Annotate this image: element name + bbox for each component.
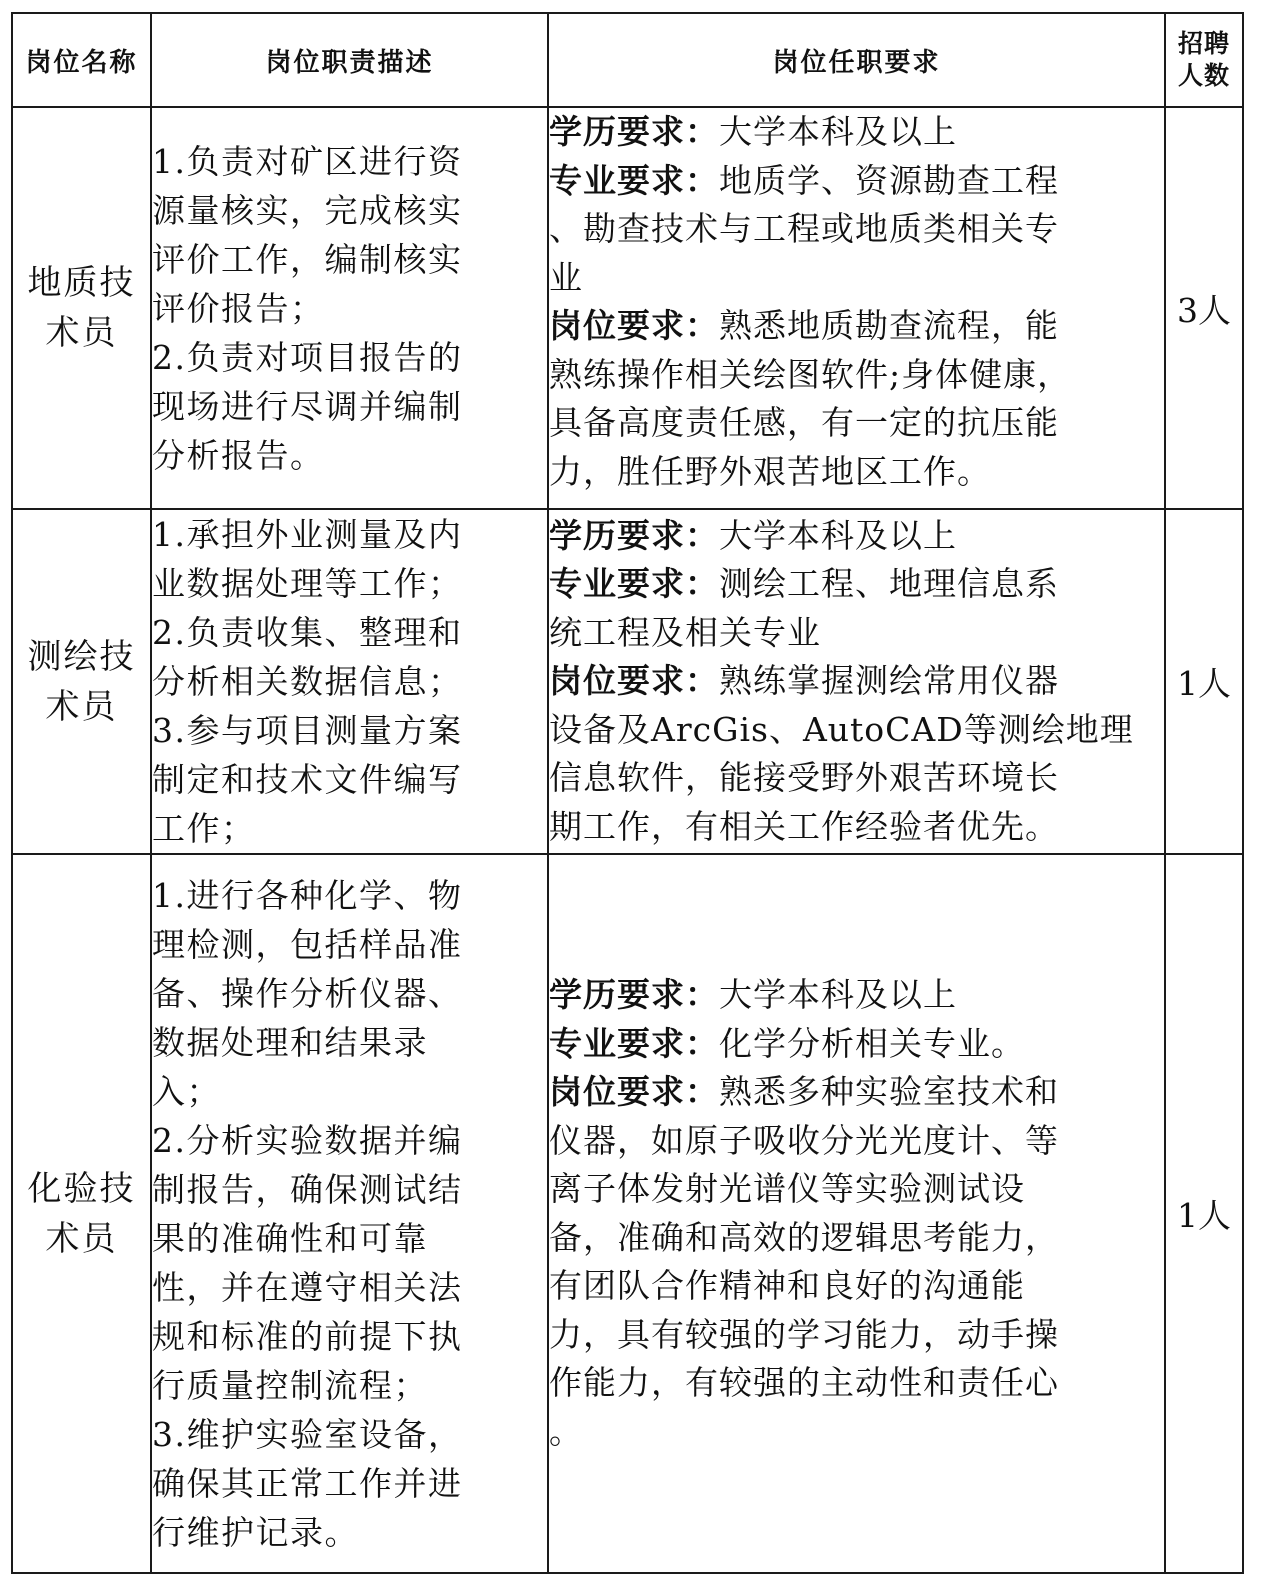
- duty-line: 2.负责收集、整理和: [152, 613, 463, 652]
- headcount: 3人: [1165, 107, 1243, 509]
- edu-requirement: [549, 971, 1164, 1020]
- major-text: 地质学、资源勘查工程: [719, 160, 1059, 200]
- post-requirement: [549, 302, 1164, 351]
- duty-line: 2.负责对项目报告的: [152, 337, 463, 377]
- table-row: [12, 854, 1243, 1573]
- major-text: 测绘工程、地理信息系: [719, 564, 1059, 604]
- header-row: [12, 13, 1243, 107]
- duty-line: 源量核实，完成核实: [152, 190, 463, 230]
- position-name-line: 术员: [45, 686, 118, 727]
- requirements-cell: [548, 854, 1165, 1573]
- duty-line: 分析报告。: [152, 435, 325, 475]
- major-text: 化学分析相关专业。: [719, 1023, 1025, 1063]
- major-requirement: [549, 157, 1164, 206]
- duty-line: 数据处理和结果录: [152, 1022, 428, 1062]
- post-label: 岗位要求：: [549, 306, 719, 345]
- edu-text: 大学本科及以上: [719, 515, 957, 555]
- major-requirement: [549, 1020, 1164, 1069]
- position-name-line: 术员: [45, 313, 118, 353]
- req-line: 仪器，如原子吸收分光光度计、等: [549, 1120, 1059, 1160]
- req-line: 期工作，有相关工作经验者优先。: [549, 806, 1059, 846]
- major-label: 专业要求：: [549, 160, 719, 200]
- post-label: 岗位要求：: [549, 661, 719, 701]
- edu-text: 大学本科及以上: [719, 975, 957, 1014]
- header-count-line1: 招聘: [1177, 29, 1230, 58]
- duties-cell: [151, 854, 548, 1573]
- duties-cell: [151, 509, 548, 854]
- duty-line: 3.维护实验室设备，: [152, 1414, 463, 1454]
- post-text: 熟悉多种实验室技术和: [719, 1072, 1059, 1111]
- req-line: 熟练操作相关绘图软件;身体健康，: [549, 354, 1072, 394]
- duties-cell: [151, 107, 548, 509]
- recruitment-table: [11, 12, 1244, 1574]
- req-line: 、勘查技术与工程或地质类相关专: [549, 209, 1059, 248]
- duty-line: 1.进行各种化学、物: [152, 875, 463, 915]
- duty-line: 3.参与项目测量方案: [152, 711, 463, 750]
- position-name: [12, 107, 151, 509]
- edu-requirement: [549, 108, 1164, 157]
- major-requirement: [549, 560, 1164, 609]
- edu-text: 大学本科及以上: [719, 112, 957, 151]
- duty-line: 制报告，确保测试结: [152, 1169, 463, 1209]
- req-line: 力，具有较强的学习能力，动手操: [549, 1314, 1059, 1354]
- duty-line: 评价工作，编制核实: [152, 239, 463, 279]
- header-requirements: 岗位任职要求: [548, 13, 1165, 107]
- major-label: 专业要求：: [549, 564, 719, 604]
- header-duties: 岗位职责描述: [151, 13, 548, 107]
- duty-line: 果的准确性和可靠: [152, 1218, 428, 1258]
- edu-label: 学历要求：: [549, 515, 719, 555]
- post-requirement: [549, 657, 1164, 706]
- major-label: 专业要求：: [549, 1023, 719, 1063]
- duty-line: 性，并在遵守相关法: [152, 1267, 463, 1307]
- header-position: 岗位名称: [12, 13, 151, 107]
- table-row: [12, 107, 1243, 509]
- duty-line: 规和标准的前提下执: [152, 1316, 463, 1356]
- duty-line: 行维护记录。: [152, 1512, 359, 1552]
- req-line: 有团队合作精神和良好的沟通能: [549, 1266, 1025, 1305]
- position-name-line: 测绘技: [27, 636, 136, 677]
- position-name-line: 术员: [45, 1218, 118, 1259]
- duty-line: 1.承担外业测量及内: [152, 515, 463, 554]
- duty-line: 确保其正常工作并进: [152, 1463, 463, 1503]
- req-line: 设备及ArcGis、AutoCAD等测绘地理: [549, 709, 1134, 749]
- edu-label: 学历要求：: [549, 975, 719, 1014]
- position-name-line: 地质技: [27, 263, 136, 303]
- duty-line: 1.负责对矿区进行资: [152, 141, 463, 181]
- post-requirement: [549, 1068, 1164, 1117]
- req-line: 力，胜任野外艰苦地区工作。: [549, 451, 991, 491]
- duty-line: 分析相关数据信息；: [152, 662, 463, 701]
- post-text: 熟练掌握测绘常用仪器: [719, 661, 1059, 701]
- headcount: 1人: [1165, 854, 1243, 1573]
- duty-line: 工作；: [152, 809, 256, 848]
- req-line: 具备高度责任感，有一定的抗压能: [549, 403, 1059, 442]
- position-name: [12, 854, 151, 1573]
- edu-requirement: [549, 512, 1164, 561]
- position-name-line: 化验技: [27, 1168, 136, 1209]
- duty-line: 制定和技术文件编写: [152, 760, 463, 799]
- edu-label: 学历要求：: [549, 112, 719, 151]
- post-label: 岗位要求：: [549, 1072, 719, 1111]
- duty-line: 评价报告；: [152, 288, 325, 328]
- headcount: 1人: [1165, 509, 1243, 854]
- req-line: 信息软件，能接受野外艰苦环境长: [549, 758, 1059, 798]
- header-count-line2: 人数: [1177, 61, 1230, 90]
- table-row: [12, 509, 1243, 854]
- duty-line: 入；: [152, 1071, 221, 1111]
- req-line: 离子体发射光谱仪等实验测试设: [549, 1169, 1025, 1208]
- duty-line: 2.分析实验数据并编: [152, 1120, 463, 1160]
- duty-line: 行质量控制流程；: [152, 1365, 428, 1405]
- req-line: 。: [549, 1411, 583, 1451]
- duty-line: 业数据处理等工作；: [152, 564, 463, 603]
- req-line: 业: [549, 257, 583, 297]
- req-line: 备，准确和高效的逻辑思考能力，: [549, 1217, 1059, 1257]
- duty-line: 理检测，包括样品准: [152, 924, 463, 964]
- post-text: 熟悉地质勘查流程，能: [719, 306, 1059, 345]
- req-line: 作能力，有较强的主动性和责任心: [549, 1363, 1059, 1402]
- requirements-cell: [548, 107, 1165, 509]
- duty-line: 现场进行尽调并编制: [152, 386, 463, 426]
- req-line: 统工程及相关专业: [549, 612, 821, 652]
- header-count: [1165, 13, 1243, 107]
- duty-line: 备、操作分析仪器、: [152, 973, 463, 1013]
- position-name: [12, 509, 151, 854]
- requirements-cell: [548, 509, 1165, 854]
